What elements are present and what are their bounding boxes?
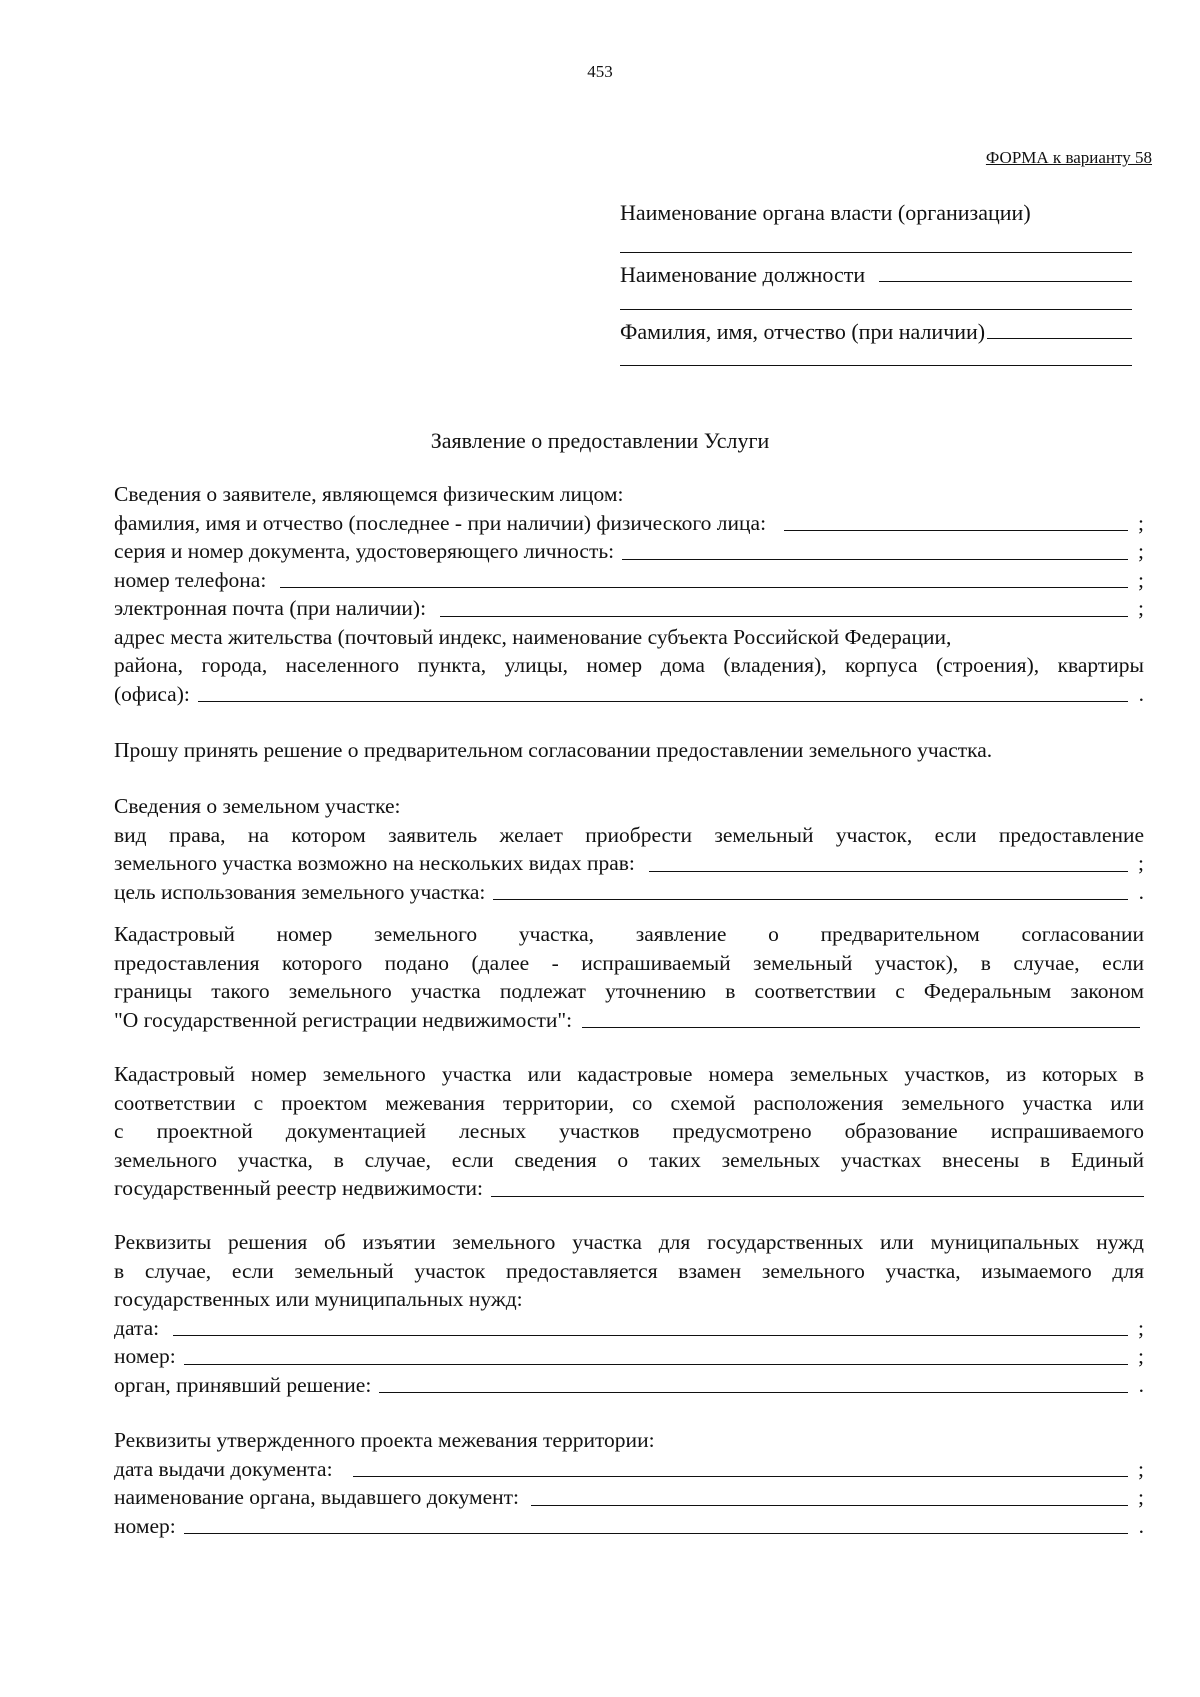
applicant-address-label: (офиса): — [114, 681, 190, 706]
withdrawal-date-row — [114, 1314, 1144, 1343]
survey-number-label: номер: — [114, 1513, 176, 1538]
header-position-row — [620, 256, 1132, 288]
land-section — [114, 792, 1144, 906]
survey-section — [114, 1426, 1144, 1540]
page-number: 453 — [587, 62, 613, 81]
land-purpose-label: цель использования земельного участка: — [114, 879, 486, 904]
punct: ; — [1138, 567, 1144, 592]
header-position-field[interactable] — [879, 281, 1132, 282]
cadastral-2-field[interactable] — [491, 1196, 1144, 1197]
cadastral-1-row — [114, 1006, 1144, 1035]
applicant-heading: Сведения о заявителе, являющемся физическим лицом: — [114, 482, 624, 506]
withdrawal-number-label: номер: — [114, 1344, 176, 1368]
survey-issuer-field[interactable] — [531, 1505, 1128, 1506]
applicant-fio-label: фамилия, имя и отчество (последнее - при наличии) физического лица: — [114, 510, 767, 535]
applicant-document-label: серия и номер документа, удостоверяющего личность: — [114, 539, 615, 563]
applicant-address-row — [114, 680, 1144, 709]
punct: ; — [1138, 851, 1144, 875]
survey-date-row — [114, 1455, 1144, 1484]
survey-issuer-label: наименование органа, выдавшего документ: — [114, 1485, 520, 1509]
cadastral-2-section — [114, 1060, 1144, 1203]
punct: . — [1138, 1513, 1144, 1538]
cadastral-2-label: государственный реестр недвижимости: — [114, 1176, 484, 1200]
withdrawal-authority-row — [114, 1371, 1144, 1400]
applicant-section — [114, 480, 1144, 708]
punct: ; — [1138, 1315, 1144, 1340]
punct: ; — [1138, 539, 1144, 563]
punct: . — [1138, 681, 1144, 706]
applicant-email-field[interactable] — [440, 616, 1128, 617]
withdrawal-line-2: в случае, если земельный участок предоставляется взамен земельного участка, изымаемого для — [114, 1258, 1144, 1283]
cadastral-1-field[interactable] — [582, 1027, 1140, 1028]
land-right-row — [114, 849, 1144, 878]
form-label: ФОРМА к варианту 58 — [985, 148, 1152, 167]
withdrawal-date-label: дата: — [114, 1315, 160, 1340]
cadastral-1-line-1: Кадастровый номер земельного участка, заявление о предварительном согласовании — [114, 922, 1144, 946]
applicant-address-line-1: адрес места жительства (почтовый индекс, наименование субъекта Российской Федерации, — [114, 624, 952, 649]
header-fio-field-2[interactable] — [620, 365, 1132, 366]
applicant-fio-field[interactable] — [784, 530, 1128, 531]
punct: . — [1138, 879, 1144, 904]
withdrawal-date-field[interactable] — [173, 1335, 1128, 1336]
punct: ; — [1138, 1456, 1144, 1481]
land-purpose-field[interactable] — [493, 899, 1128, 900]
applicant-fio-row — [114, 509, 1144, 538]
land-purpose-row — [114, 878, 1144, 907]
applicant-email-label: электронная почта (при наличии): — [114, 596, 427, 620]
applicant-phone-label: номер телефона: — [114, 567, 267, 592]
header-fio-field[interactable] — [987, 338, 1132, 339]
cadastral-1-line-3: границы такого земельного участка подлежат уточнению в соответствии с Федеральным законом — [114, 979, 1144, 1003]
withdrawal-authority-label: орган, принявший решение: — [114, 1372, 372, 1397]
survey-date-field[interactable] — [353, 1476, 1128, 1477]
applicant-document-row — [114, 537, 1144, 566]
cadastral-1-section — [114, 920, 1144, 1034]
land-right-label: земельного участка возможно на нескольких видах прав: — [114, 851, 635, 875]
header-position-label: Наименование должности — [620, 262, 866, 287]
land-heading: Сведения о земельном участке: — [114, 794, 401, 818]
document-title: Заявление о предоставлении Услуги — [430, 428, 770, 453]
land-right-field[interactable] — [649, 871, 1128, 872]
cadastral-2-line-1: Кадастровый номер земельного участка или кадастровые номера земельных участков, из которых в — [114, 1062, 1144, 1086]
request-paragraph — [114, 736, 1144, 765]
cadastral-2-row — [114, 1174, 1144, 1203]
survey-number-row — [114, 1512, 1144, 1541]
survey-number-field[interactable] — [184, 1533, 1128, 1534]
header-authority-field[interactable] — [620, 252, 1132, 253]
cadastral-2-line-3: с проектной документацией лесных участков предусмотрено образование испрашиваемого — [114, 1119, 1144, 1143]
header-fio-row — [620, 313, 1132, 345]
survey-heading: Реквизиты утвержденного проекта межевания территории: — [114, 1428, 655, 1452]
header-authority: Наименование органа власти (организации) — [620, 200, 1031, 225]
applicant-phone-row — [114, 566, 1144, 595]
punct: ; — [1138, 596, 1144, 620]
applicant-address-field[interactable] — [198, 701, 1128, 702]
punct: ; — [1138, 1344, 1144, 1368]
withdrawal-line-3: государственных или муниципальных нужд: — [114, 1287, 523, 1311]
withdrawal-number-row — [114, 1342, 1144, 1371]
survey-date-label: дата выдачи документа: — [114, 1456, 333, 1481]
cadastral-1-line-2: предоставления которого подано (далее - испрашиваемый земельный участок), в случае, если — [114, 950, 1144, 975]
survey-issuer-row — [114, 1483, 1144, 1512]
header-fio-label: Фамилия, имя, отчество (при наличии) — [620, 319, 986, 344]
withdrawal-number-field[interactable] — [184, 1364, 1128, 1365]
withdrawal-authority-field[interactable] — [379, 1392, 1128, 1393]
applicant-phone-field[interactable] — [280, 587, 1128, 588]
withdrawal-section — [114, 1228, 1144, 1399]
land-right-line-1: вид права, на котором заявитель желает приобрести земельный участок, если предоставление — [114, 822, 1144, 847]
cadastral-2-line-4: земельного участка, в случае, если сведения о таких земельных участках внесены в Единый — [114, 1147, 1144, 1172]
cadastral-1-label: "О государственной регистрации недвижимости": — [114, 1007, 573, 1032]
applicant-address-line-2: района, города, населенного пункта, улицы, номер дома (владения), корпуса (строения), квартиры — [114, 653, 1144, 677]
punct: ; — [1138, 1485, 1144, 1509]
header-position-field-2[interactable] — [620, 309, 1132, 310]
request-text: Прошу принять решение о предварительном согласовании предоставлении земельного участка. — [114, 738, 993, 762]
applicant-document-field[interactable] — [622, 559, 1128, 560]
withdrawal-line-1: Реквизиты решения об изъятии земельного участка для государственных или муниципальных нужд — [114, 1230, 1144, 1254]
punct: . — [1138, 1372, 1144, 1397]
applicant-email-row — [114, 594, 1144, 623]
punct: ; — [1138, 510, 1144, 535]
cadastral-2-line-2: соответствии с проектом межевания территории, со схемой расположения земельного участка или — [114, 1090, 1144, 1115]
